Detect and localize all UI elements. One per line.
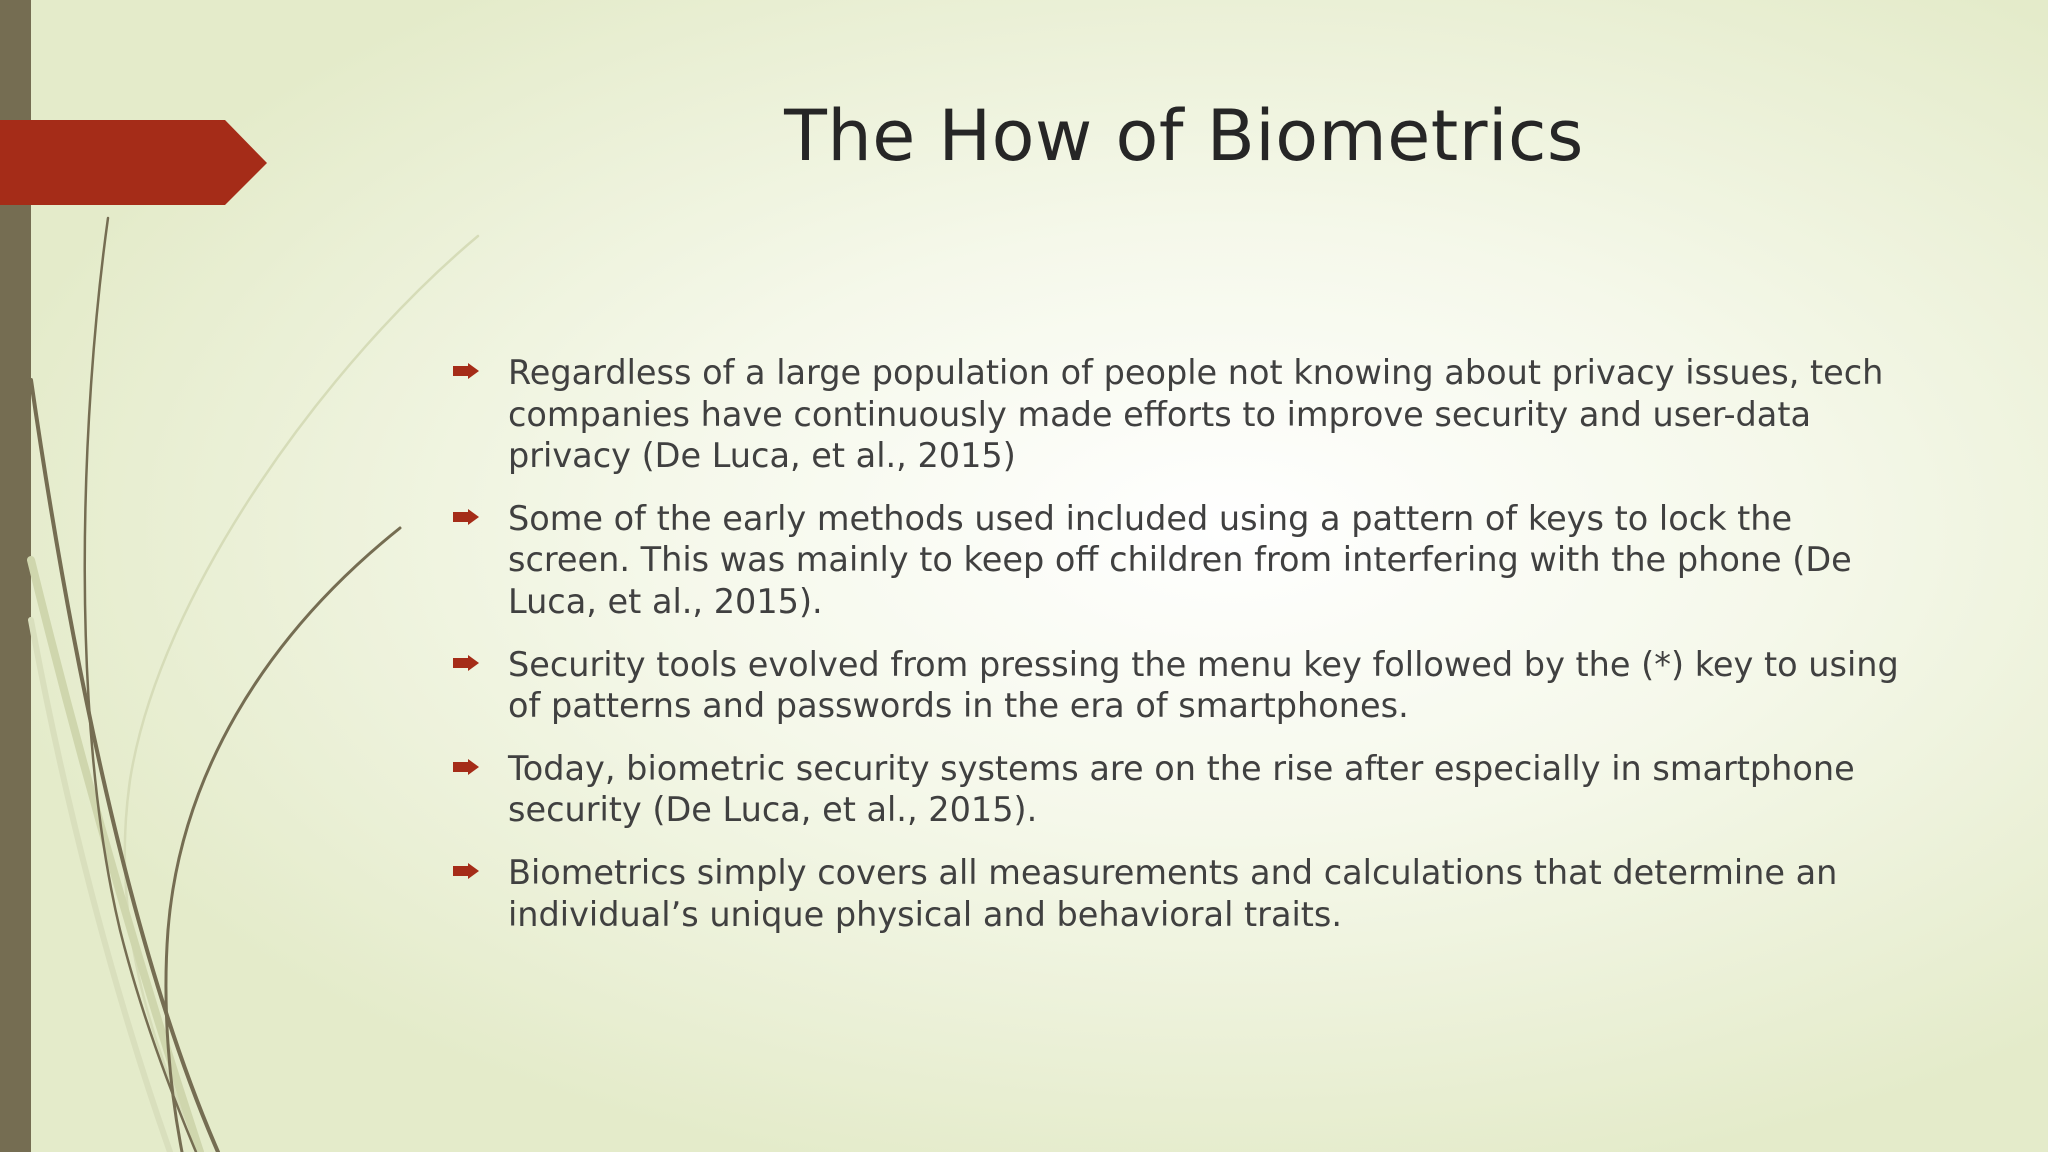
bullet-item [448, 748, 1918, 831]
decor-curve-dark-3 [166, 528, 400, 1152]
bullet-text: Today, biometric security systems are on the rise after especially in smartphone security (De Luca, et al., 2015). [508, 748, 1855, 830]
decor-curve-dark-1 [85, 218, 196, 1152]
right-arrow-bullet-icon [453, 863, 479, 879]
right-arrow-bullet-icon [453, 509, 479, 525]
slide-title: The How of Biometrics [784, 95, 1584, 177]
bullet-text: Biometrics simply covers all measurements and calculations that determine an individual’s unique physical and behavioral traits. [508, 852, 1838, 934]
bullet-item [448, 352, 1918, 477]
right-arrow-bullet-icon [453, 655, 479, 671]
decor-curve-light-1 [125, 236, 478, 1152]
bullet-list [448, 352, 1918, 956]
right-arrow-bullet-icon [453, 363, 479, 379]
bullet-item [448, 498, 1918, 623]
right-arrow-bullet-icon [453, 759, 479, 775]
bullet-text: Regardless of a large population of people not knowing about privacy issues, tech companies have continuously made efforts to improve security and user-data privacy (De Luca, et al., 2015) [508, 353, 1884, 476]
bullet-item [448, 644, 1918, 727]
decor-curve-light-2 [31, 560, 200, 1152]
bullet-text: Some of the early methods used included using a pattern of keys to lock the screen. This was mainly to keep off children from interfering with the phone (De Luca, et al., 2015). [508, 498, 1852, 621]
bullet-item [448, 852, 1918, 935]
bullet-text: Security tools evolved from pressing the menu key followed by the (*) key to using of patterns and passwords in the era of smartphones. [508, 644, 1899, 726]
title-accent-tab [0, 0, 280, 220]
